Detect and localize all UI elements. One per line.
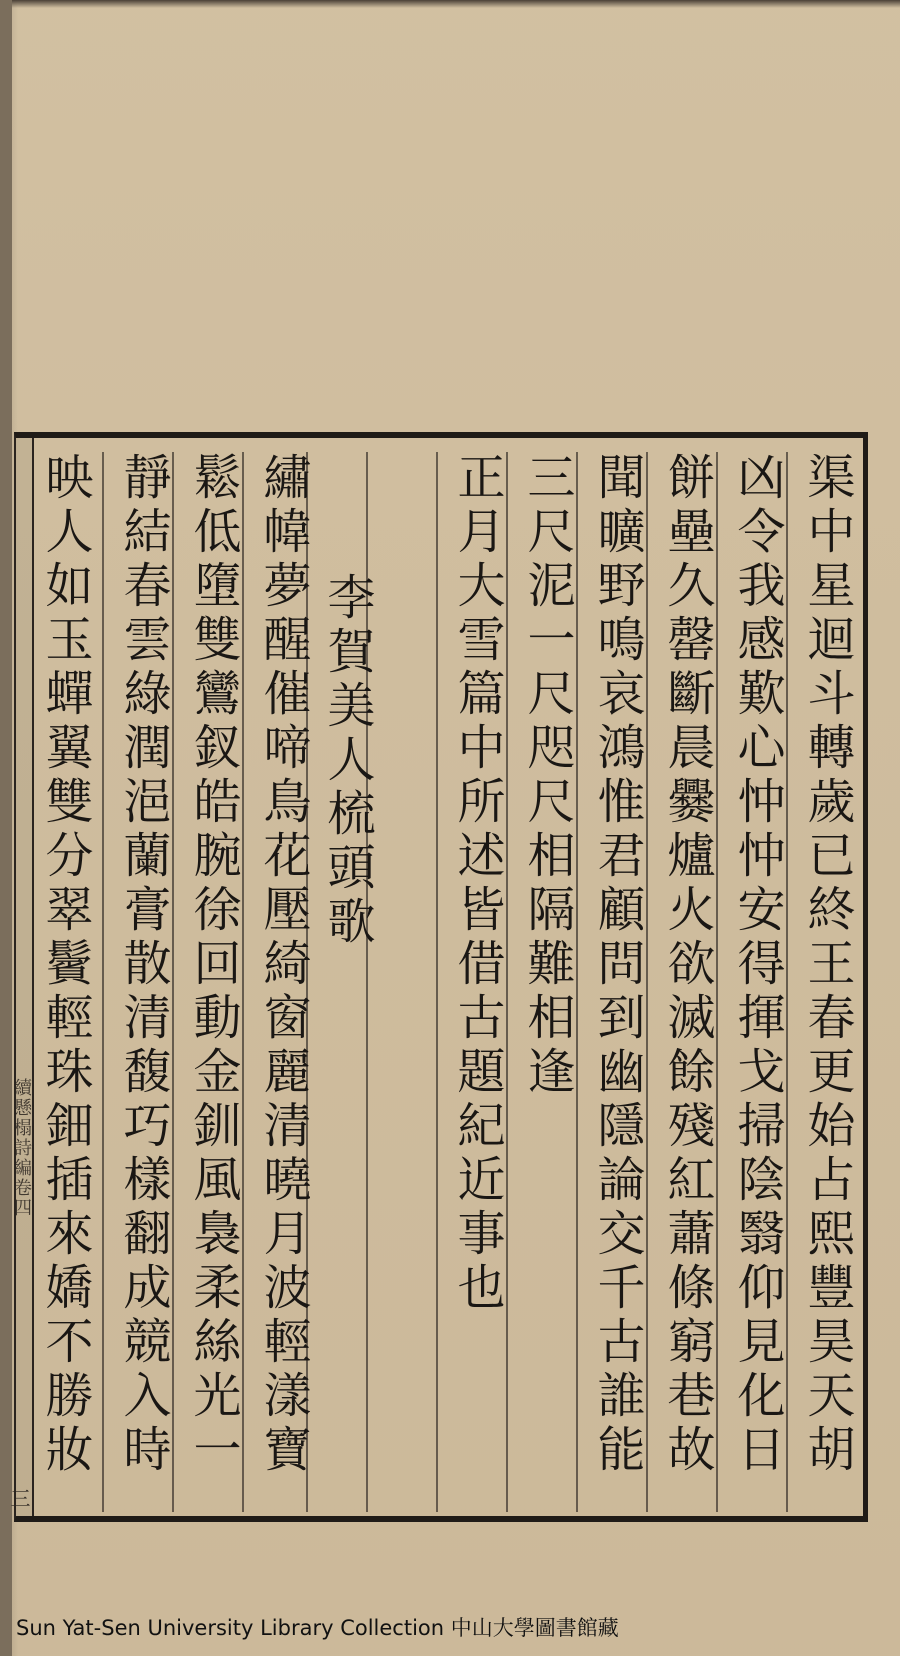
library-credit: Sun Yat-Sen University Library Collection 中山大學圖書館藏 (16, 1616, 619, 1640)
text-column-10 (178, 452, 248, 1512)
text-column-11 (108, 452, 178, 1512)
column-text (372, 452, 442, 1512)
column-text: 渠中星迴斗轉歲已終王春更始占熙豐昊天胡 (799, 452, 855, 1478)
text-column-8-title (312, 452, 382, 1512)
column-text: 餅壘久罄斷晨爨爐火欲滅餘殘紅蕭條窮巷故 (659, 452, 715, 1478)
column-main-text: 三尺泥一尺咫尺相隔難相逢 (519, 452, 575, 1100)
text-column-7-empty (372, 452, 442, 1512)
text-column-1 (792, 452, 862, 1512)
column-text: 鬆低墮雙鸞釵皓腕徐回動金釧風裊柔絲光一 (185, 452, 241, 1478)
column-text: 映人如玉蟬翼雙分翠鬢輕珠鈿插來嬌不勝妝 (37, 452, 93, 1478)
center-column-banxin (7, 438, 34, 1516)
text-column-3 (652, 452, 722, 1512)
text-column-6 (442, 452, 512, 1512)
column-text: 凶令我感歎心忡忡安得揮戈掃陰翳仰見化日 (729, 452, 785, 1478)
page-top-shadow (0, 0, 900, 8)
banxin-folio-number: 三 (7, 1488, 31, 1508)
text-column-2 (722, 452, 792, 1512)
column-rule (102, 452, 104, 1512)
column-text: 靜結春雲綠潤浥蘭膏散清馥巧樣翻成競入時 (115, 452, 171, 1478)
column-text-with-note (512, 452, 582, 1512)
text-column-9 (248, 452, 318, 1512)
column-text: 正月大雪篇中所述皆借古題紀近事也 (449, 452, 505, 1316)
text-frame (7, 432, 868, 1522)
text-column-5 (512, 452, 582, 1512)
text-column-4 (582, 452, 652, 1512)
column-text: 聞曠野鳴哀鴻惟君顧問到幽隱論交千古誰能 (589, 452, 645, 1478)
text-column-12 (36, 452, 100, 1512)
poem-title: 李賀美人梳頭歌 (319, 572, 375, 950)
banxin-title: 續懸榻詩編卷四 (11, 1078, 32, 1218)
page-binding-edge (0, 0, 12, 1656)
column-text: 繡幃夢醒催啼鳥花壓綺窗麗清曉月波輕漾寶 (255, 452, 311, 1478)
